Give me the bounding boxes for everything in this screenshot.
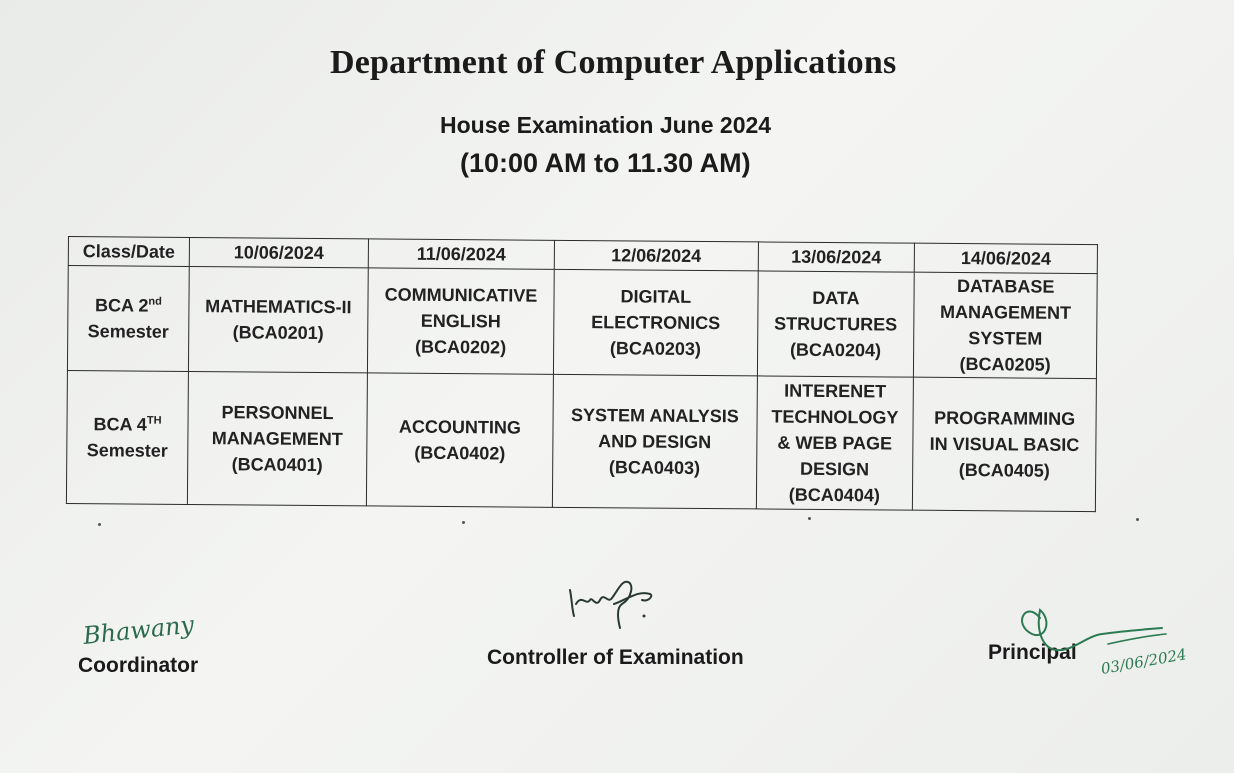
subject-line: & WEB PAGE bbox=[777, 432, 893, 454]
coordinator-signature bbox=[80, 606, 240, 656]
column-header: 12/06/2024 bbox=[554, 240, 758, 271]
subject-cell bbox=[366, 373, 553, 507]
subject-code: (BCA0202) bbox=[415, 336, 507, 358]
exam-time: (10:00 AM to 11.30 AM) bbox=[460, 148, 751, 178]
class-cell bbox=[67, 266, 189, 372]
class-semester: Semester bbox=[87, 321, 169, 342]
subject-cell bbox=[553, 269, 757, 376]
subject-code: (BCA0404) bbox=[788, 484, 880, 506]
subject-code: (BCA0402) bbox=[414, 442, 506, 464]
subject-line: PROGRAMMING bbox=[934, 407, 1076, 429]
subject-code: (BCA0401) bbox=[231, 454, 323, 476]
subject-cell bbox=[187, 371, 367, 505]
exam-schedule-table bbox=[66, 236, 1098, 512]
subject-code: (BCA0203) bbox=[609, 338, 702, 359]
subject-line: INTERENET bbox=[784, 380, 887, 402]
paper-speck bbox=[462, 521, 465, 524]
controller-label: Controller of Examination bbox=[487, 646, 744, 669]
column-header: 10/06/2024 bbox=[189, 237, 368, 267]
principal-signature-underline bbox=[1108, 634, 1166, 644]
subject-code: (BCA0204) bbox=[789, 339, 882, 361]
exam-name: House Examination June 2024 bbox=[440, 112, 772, 138]
principal-signature bbox=[1016, 590, 1226, 690]
subject-line: IN VISUAL BASIC bbox=[929, 433, 1080, 455]
coordinator-signature-text: Bhawany bbox=[81, 610, 196, 650]
subject-line: MANAGEMENT bbox=[211, 428, 343, 450]
subject-line: AND DESIGN bbox=[598, 431, 712, 453]
subject-line: ELECTRONICS bbox=[591, 312, 721, 334]
class-label: BCA 2 bbox=[94, 295, 149, 316]
subject-cell bbox=[188, 266, 368, 372]
subject-line: ENGLISH bbox=[420, 310, 501, 332]
paper-speck bbox=[808, 517, 811, 520]
paper-speck bbox=[98, 523, 101, 526]
subject-line: MATHEMATICS-II bbox=[205, 296, 352, 318]
class-ordinal: TH bbox=[146, 414, 162, 427]
subject-code: (BCA0205) bbox=[959, 354, 1051, 375]
table-row bbox=[67, 266, 1097, 379]
subject-cell bbox=[914, 272, 1098, 378]
subject-cell bbox=[757, 271, 914, 377]
column-header: 14/06/2024 bbox=[914, 243, 1097, 273]
subject-line: TECHNOLOGY bbox=[771, 406, 899, 428]
principal-signature-stroke bbox=[1022, 610, 1162, 650]
column-header: 13/06/2024 bbox=[758, 242, 915, 272]
principal-signature-date: 03/06/2024 bbox=[1099, 645, 1188, 678]
coordinator-label: Coordinator bbox=[78, 654, 199, 677]
subject-line: ACCOUNTING bbox=[398, 416, 522, 438]
subject-line: STRUCTURES bbox=[774, 313, 898, 335]
subject-code: (BCA0201) bbox=[232, 322, 324, 344]
subject-code: (BCA0403) bbox=[608, 457, 701, 478]
subject-cell bbox=[552, 374, 757, 509]
column-header: Class/Date bbox=[68, 237, 189, 267]
paper-speck bbox=[1136, 518, 1139, 521]
subject-line: PERSONNEL bbox=[221, 402, 334, 424]
table-row bbox=[66, 370, 1096, 511]
subject-code: (BCA0405) bbox=[958, 460, 1050, 481]
class-ordinal: nd bbox=[148, 295, 162, 308]
department-title: Department of Computer Applications bbox=[330, 44, 897, 81]
class-semester: Semester bbox=[86, 440, 168, 461]
column-header: 11/06/2024 bbox=[368, 239, 554, 269]
class-label: BCA 4 bbox=[93, 414, 147, 435]
subject-cell bbox=[756, 376, 914, 510]
subject-cell bbox=[913, 377, 1097, 511]
subject-line: DATABASE bbox=[956, 275, 1055, 297]
class-cell bbox=[66, 370, 188, 504]
subject-line: MANAGEMENT bbox=[939, 301, 1072, 323]
principal-label: Principal bbox=[988, 641, 1077, 664]
subject-cell bbox=[367, 268, 554, 374]
subject-line: SYSTEM bbox=[968, 328, 1043, 349]
controller-signature bbox=[562, 560, 662, 630]
controller-signature-stroke bbox=[570, 582, 651, 628]
subject-line: COMMUNICATIVE bbox=[384, 284, 538, 306]
subject-line: DIGITAL bbox=[620, 286, 692, 307]
subject-line: SYSTEM ANALYSIS bbox=[570, 404, 739, 427]
controller-signature-dot bbox=[643, 615, 646, 618]
subject-line: DATA bbox=[812, 287, 860, 309]
subject-line: DESIGN bbox=[799, 458, 870, 480]
